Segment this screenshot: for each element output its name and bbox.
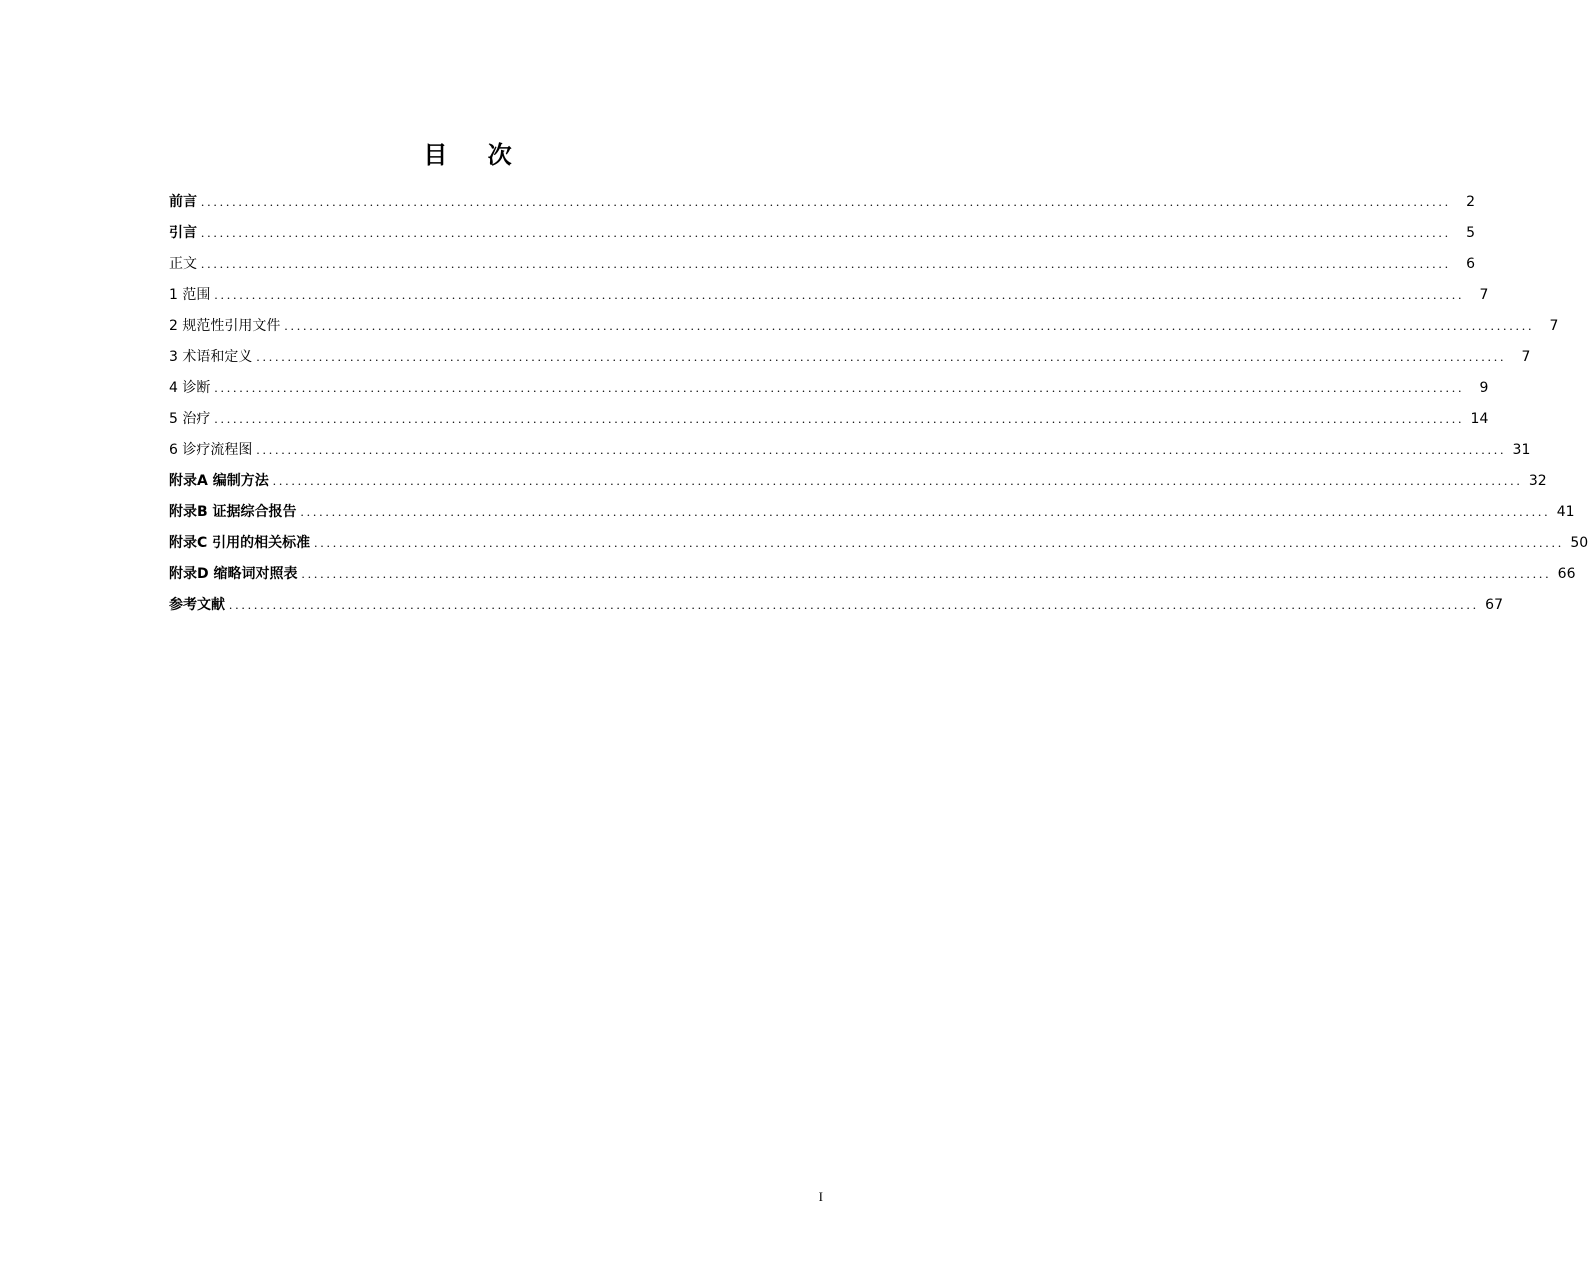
toc-entry-page: 9 bbox=[1479, 380, 1489, 396]
toc-entry-page: 7 bbox=[1479, 287, 1489, 303]
toc-entry-label: 4 诊断 bbox=[169, 380, 211, 396]
toc-list bbox=[169, 186, 1588, 620]
toc-entry-label: 6 诊疗流程图 bbox=[169, 442, 253, 458]
toc-entry[interactable] bbox=[169, 558, 1576, 589]
toc-entry-page: 66 bbox=[1557, 566, 1576, 582]
dot-leader: ........................................................................................................................................................................................................ bbox=[272, 473, 1523, 488]
toc-title: 目 次 bbox=[423, 141, 528, 169]
dot-leader: ........................................................................................................................................................................................................ bbox=[201, 256, 1451, 271]
toc-entry-label: 附录C 引用的相关标准 bbox=[169, 535, 311, 551]
toc-entry-page: 41 bbox=[1556, 504, 1575, 520]
toc-entry[interactable] bbox=[169, 186, 1475, 217]
toc-entry-label: 参考文献 bbox=[169, 597, 225, 613]
toc-entry-label: 正文 bbox=[169, 256, 197, 272]
toc-entry-page: 5 bbox=[1466, 225, 1475, 241]
toc-entry[interactable] bbox=[169, 310, 1559, 341]
dot-leader: ........................................................................................................................................................................................................ bbox=[301, 566, 1552, 581]
toc-entry[interactable] bbox=[169, 527, 1588, 558]
toc-entry[interactable] bbox=[169, 403, 1489, 434]
toc-entry[interactable] bbox=[169, 279, 1489, 310]
toc-entry-label: 1 范围 bbox=[169, 287, 211, 303]
dot-leader: ........................................................................................................................................................................................................ bbox=[201, 225, 1451, 240]
toc-entry-label: 前言 bbox=[169, 194, 197, 210]
dot-leader: ........................................................................................................................................................................................................ bbox=[256, 442, 1507, 457]
dot-leader: ........................................................................................................................................................................................................ bbox=[300, 504, 1551, 519]
dot-leader: ........................................................................................................................................................................................................ bbox=[284, 318, 1535, 333]
toc-entry-page: 7 bbox=[1549, 318, 1559, 334]
dot-leader: ........................................................................................................................................................................................................ bbox=[229, 597, 1479, 612]
toc-entry-page: 67 bbox=[1485, 597, 1503, 613]
toc-entry[interactable] bbox=[169, 248, 1475, 279]
toc-entry-label: 引言 bbox=[169, 225, 197, 241]
toc-entry[interactable] bbox=[169, 217, 1475, 248]
toc-entry-page: 50 bbox=[1570, 535, 1588, 551]
toc-entry[interactable] bbox=[169, 496, 1575, 527]
toc-entry-label: 5 治疗 bbox=[169, 411, 211, 427]
toc-entry-page: 6 bbox=[1466, 256, 1475, 272]
toc-entry[interactable] bbox=[169, 341, 1531, 372]
toc-entry-page: 7 bbox=[1521, 349, 1531, 365]
toc-entry-label: 附录B 证据综合报告 bbox=[169, 504, 297, 520]
dot-leader: ........................................................................................................................................................................................................ bbox=[256, 349, 1507, 364]
toc-entry-page: 32 bbox=[1528, 473, 1547, 489]
page-number: I bbox=[818, 1189, 823, 1204]
dot-leader: ........................................................................................................................................................................................................ bbox=[314, 535, 1565, 550]
toc-entry-label: 3 术语和定义 bbox=[169, 349, 253, 365]
toc-entry-page: 14 bbox=[1470, 411, 1489, 427]
dot-leader: ........................................................................................................................................................................................................ bbox=[201, 194, 1451, 209]
dot-leader: ........................................................................................................................................................................................................ bbox=[214, 380, 1465, 395]
toc-entry[interactable] bbox=[169, 465, 1547, 496]
toc-entry-label: 附录D 缩略词对照表 bbox=[169, 566, 298, 582]
toc-entry[interactable] bbox=[169, 589, 1503, 620]
toc-entry-label: 2 规范性引用文件 bbox=[169, 318, 281, 334]
dot-leader: ........................................................................................................................................................................................................ bbox=[214, 287, 1465, 302]
toc-entry-page: 2 bbox=[1466, 194, 1475, 210]
toc-entry-label: 附录A 编制方法 bbox=[169, 473, 269, 489]
toc-entry[interactable] bbox=[169, 372, 1489, 403]
dot-leader: ........................................................................................................................................................................................................ bbox=[214, 411, 1465, 426]
toc-entry[interactable] bbox=[169, 434, 1531, 465]
toc-entry-page: 31 bbox=[1512, 442, 1531, 458]
